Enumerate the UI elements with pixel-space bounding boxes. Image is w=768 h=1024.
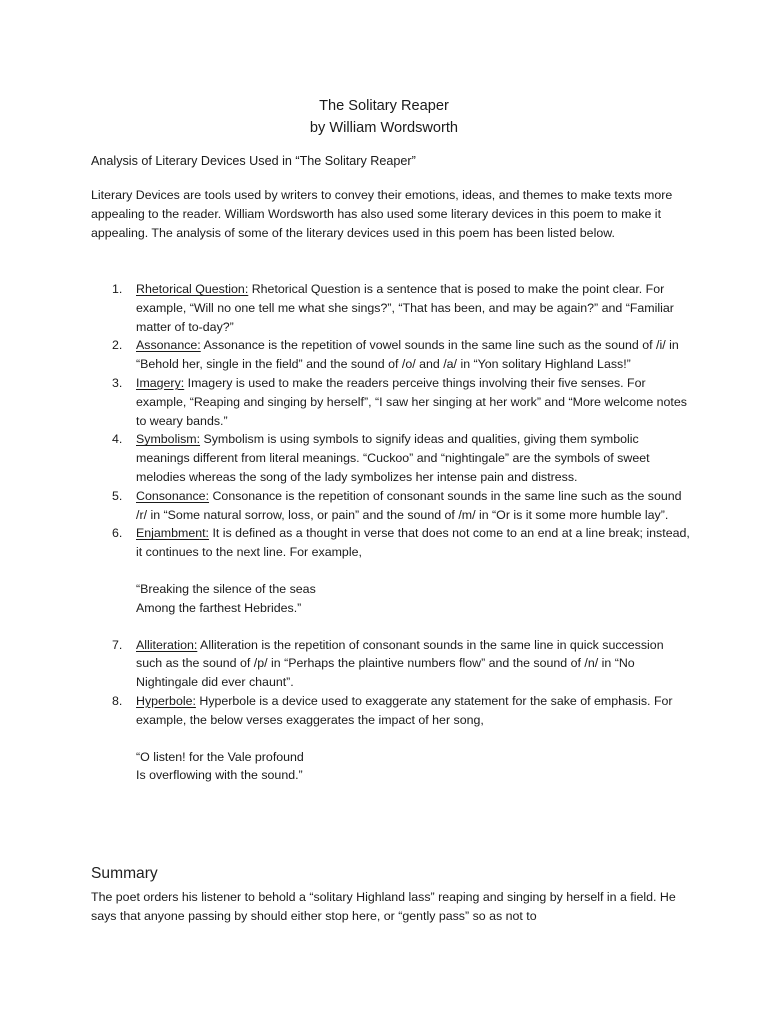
title-block: [0, 95, 768, 139]
list-item: [91, 487, 691, 525]
verse-quote: [136, 748, 691, 786]
list-item: [91, 524, 691, 617]
item-number: 2.: [112, 338, 123, 353]
intro-paragraph: Literary Devices are tools used by writers to convey their emotions, ideas, and themes to make texts more appealing to the reader. William Wordsworth has also used some literary devices in this poem to make it appealing. The analysis of some of the literary devices used in this poem has been listed below.: [91, 188, 673, 240]
doc-title: The Solitary Reaper: [319, 98, 449, 114]
item-text: It is defined as a thought in verse that does not come to an end at a line break; instead, it continues to the next line. For example,: [136, 526, 690, 560]
literary-devices-list: [91, 280, 691, 803]
verse-line: Among the farthest Hebrides.”: [136, 600, 302, 615]
list-item: [91, 692, 691, 785]
list-item: [91, 636, 691, 692]
verse-line: “O listen! for the Vale profound: [136, 749, 304, 764]
item-number: 1.: [112, 282, 123, 296]
list-item: [91, 280, 691, 336]
item-number: 6.: [112, 526, 123, 541]
item-term: Symbolism:: [136, 432, 201, 447]
item-term: Imagery:: [136, 375, 185, 390]
list-item: [91, 374, 691, 430]
item-term: Rhetorical Question:: [136, 282, 249, 296]
item-number: 4.: [112, 432, 123, 447]
summary-paragraph: The poet orders his listener to behold a “solitary Highland lass” reaping and singing by herself in a field. He says that anyone passing by should either stop here, or “gently pass” so as not to: [91, 890, 676, 923]
item-number: 7.: [112, 637, 123, 652]
item-number: 5.: [112, 488, 123, 503]
item-term: Alliteration:: [136, 637, 198, 652]
item-term: Consonance:: [136, 488, 210, 503]
verse-line: Is overflowing with the sound.”: [136, 768, 303, 783]
verse-quote: [136, 580, 691, 618]
item-text: Alliteration is the repetition of consonant sounds in the same line in quick succession such as the sound of /p/ in “Perhaps the plaintive numbers flow” and the sound of /n/ in “No Nightingale did ever chaunt”.: [136, 637, 664, 690]
list-item: [91, 430, 691, 486]
item-text: Consonance is the repetition of consonant sounds in the same line such as the sound /r/ in “Some natural sorrow, loss, or pain” and the sound of /m/ in “Or is it some more humble lay”.: [136, 488, 682, 522]
list-item: [91, 336, 691, 374]
item-text: Symbolism is using symbols to signify ideas and qualities, giving them symbolic meanings different from literal meanings. “Cuckoo” and “nightingale” are the symbols of sweet melodies whereas the song of the lady symbolizes her intense pain and distress.: [136, 432, 650, 484]
doc-author: by William Wordsworth: [309, 120, 459, 136]
item-number: 3.: [112, 375, 123, 390]
item-text: Hyperbole is a device used to exaggerate any statement for the sake of emphasis. For example, the below verses exaggerates the impact of her song,: [136, 693, 673, 727]
item-term: Enjambment:: [136, 526, 210, 541]
item-text: Imagery is used to make the readers perceive things involving their five senses. For example, “Reaping and singing by herself”, “I saw her singing at her work” and “More welcome notes to weary bands.”: [136, 375, 687, 428]
section-subheading: Analysis of Literary Devices Used in “The Solitary Reaper”: [91, 154, 416, 168]
summary-heading: Summary: [91, 865, 158, 882]
item-text: Rhetorical Question is a sentence that is posed to make the point clear. For example, “Will no one tell me what she sings?”, “That has been, and may be again?” and “Familiar matter of to-day?”: [136, 282, 674, 334]
item-term: Hyperbole:: [136, 693, 196, 708]
item-term: Assonance:: [136, 338, 201, 353]
item-number: 8.: [112, 693, 123, 708]
verse-line: “Breaking the silence of the seas: [136, 581, 316, 596]
item-text: Assonance is the repetition of vowel sounds in the same line such as the sound of /i/ in “Behold her, single in the field” and the sound of /o/ and /a/ in “Yon solitary Highland Lass!”: [136, 338, 679, 372]
